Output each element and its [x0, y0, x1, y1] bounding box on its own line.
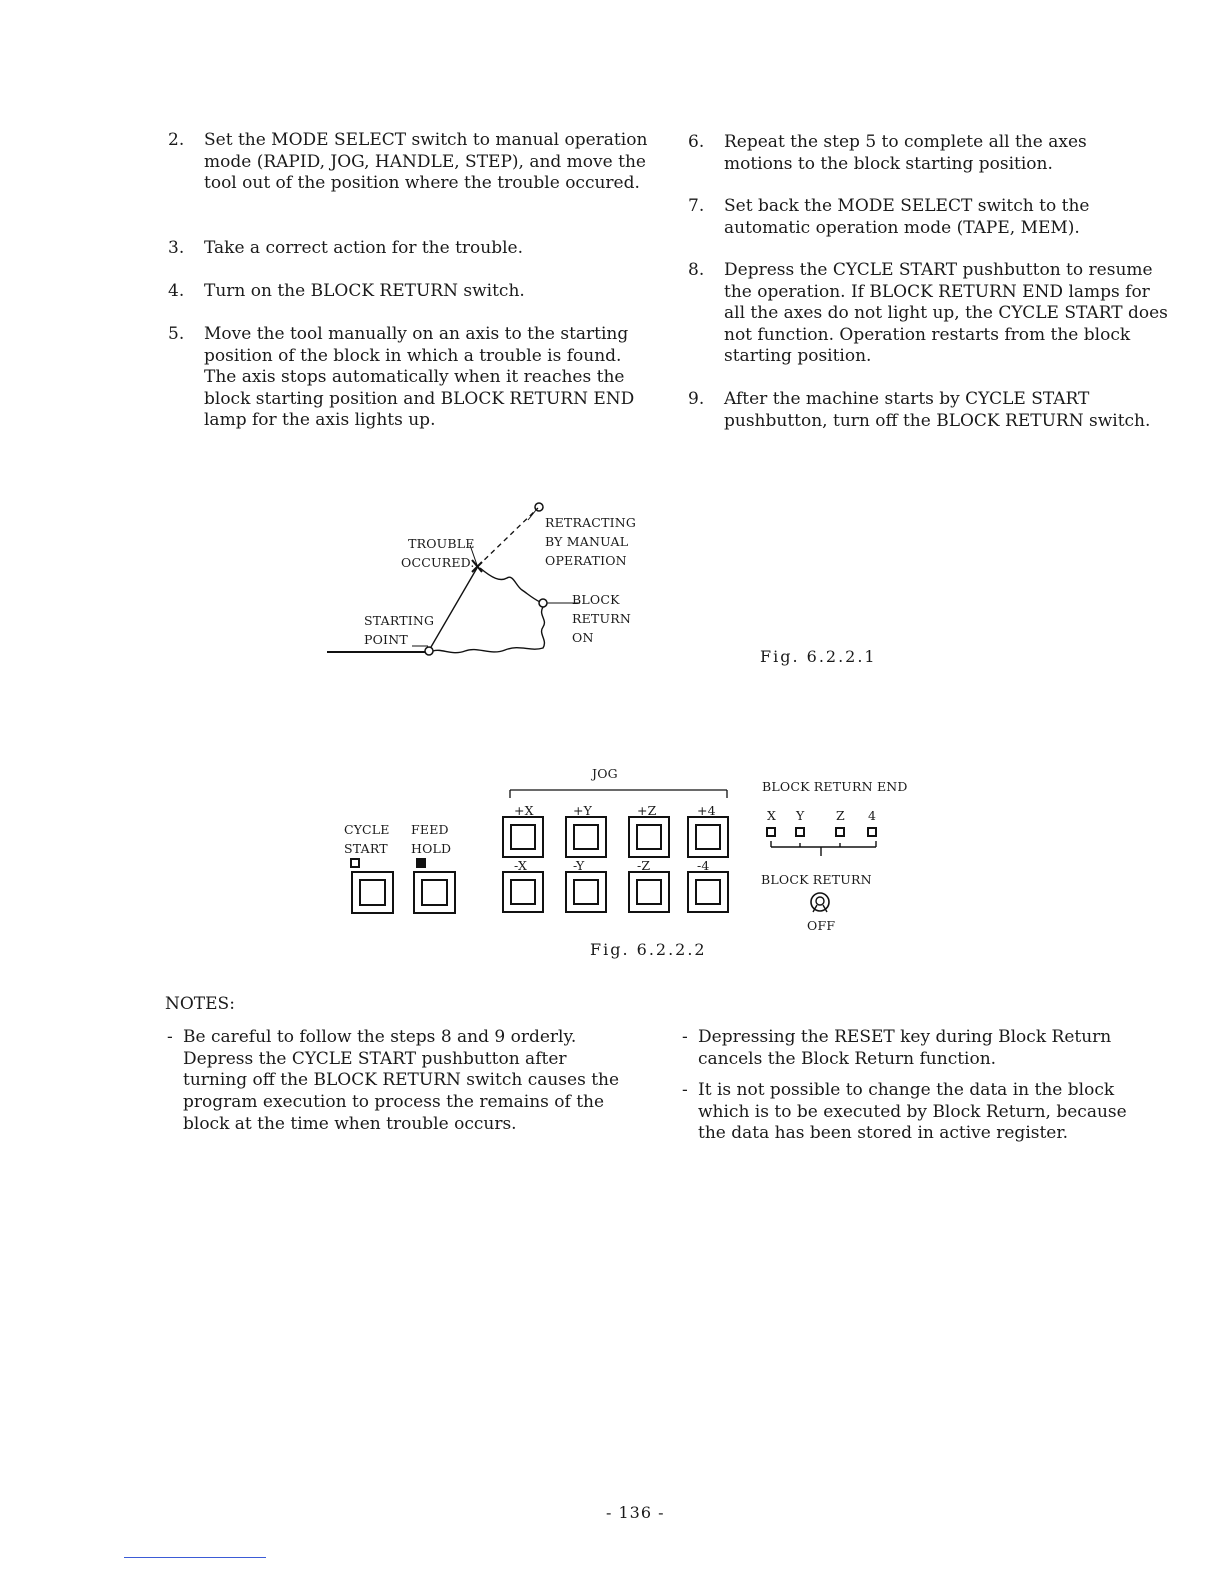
block-return-end-lamps	[767, 828, 876, 856]
starting-point-label: STARTING POINT	[364, 613, 435, 647]
note-bullet: -	[167, 1027, 173, 1047]
step-number: 4.	[168, 281, 185, 301]
axis-4-label: 4	[868, 808, 877, 823]
cycle-start-label: CYCLE START	[344, 822, 390, 856]
block-return-switch-label: BLOCK RETURN	[761, 872, 872, 887]
step-text: Depress the CYCLE START pushbutton to resume the operation. If BLOCK RETURN END lamps for all the axes do not light up, the CYCLE START does not function. Operation restarts from the block starting position.	[724, 260, 1168, 366]
cycle-start-button[interactable]	[352, 872, 393, 913]
step-number: 6.	[688, 132, 705, 152]
jog-plus-y-label: +Y	[573, 803, 593, 818]
jog-minus-x-label: -X	[514, 858, 528, 873]
jog-plus-y-button[interactable]	[566, 817, 606, 857]
block-return-on-label: BLOCK RETURN ON	[572, 592, 631, 645]
jog-plus-4-button[interactable]	[688, 817, 728, 857]
step-number: 7.	[688, 196, 705, 216]
feed-hold-lamp-icon	[417, 859, 425, 867]
note-text: Be careful to follow the steps 8 and 9 orderly. Depress the CYCLE START pushbutton after turning off the BLOCK RETURN switch causes the program execution to process the remains of the block at the time when trouble occurs.	[183, 1027, 620, 1134]
notes-title: NOTES:	[165, 994, 235, 1014]
retracting-label: RETRACTING BY MANUAL OPERATION	[545, 515, 637, 568]
note-bullet: -	[682, 1080, 688, 1100]
jog-minus-4-label: -4	[697, 858, 710, 873]
feed-hold-button[interactable]	[414, 872, 455, 913]
step-text: Repeat the step 5 to complete all the axes motions to the block starting position.	[724, 132, 1087, 174]
step-number: 3.	[168, 238, 185, 258]
note-bullet: -	[682, 1027, 688, 1047]
jog-label: JOG	[592, 766, 618, 781]
trouble-occured-label: TROUBLE OCCURED.	[401, 536, 475, 570]
page-number: - 136 -	[606, 1503, 665, 1522]
jog-plus-z-button[interactable]	[629, 817, 669, 857]
axis-x-label: X	[767, 808, 777, 823]
axis-z-label: Z	[836, 808, 845, 823]
note-text: It is not possible to change the data in the block which is to be executed by Block Return, because the data has been stored in active register.	[698, 1080, 1127, 1144]
step-text: Set back the MODE SELECT switch to the automatic operation mode (TAPE, MEM).	[724, 196, 1090, 238]
jog-plus-4-label: +4	[697, 803, 716, 818]
jog-minus-z-label: -Z	[637, 858, 651, 873]
step-number: 9.	[688, 389, 705, 409]
jog-minus-y-label: -Y	[573, 858, 585, 873]
jog-minus-y-button[interactable]	[566, 872, 606, 912]
step-text: Take a correct action for the trouble.	[204, 238, 524, 258]
cycle-start-lamp-icon	[351, 859, 359, 867]
off-label: OFF	[807, 918, 836, 933]
figure-2-caption: Fig. 6.2.2.2	[590, 940, 707, 959]
scan-divider	[124, 1557, 266, 1558]
step-number: 8.	[688, 260, 705, 280]
step-text: Set the MODE SELECT switch to manual operation mode (RAPID, JOG, HANDLE, STEP), and move the tool out of the position where the trouble occured.	[204, 130, 648, 193]
block-return-switch-icon[interactable]	[811, 893, 829, 912]
step-number: 2.	[168, 130, 185, 150]
axis-y-label: Y	[796, 808, 805, 823]
feed-hold-label: FEED HOLD	[411, 822, 452, 856]
step-text: Turn on the BLOCK RETURN switch.	[204, 281, 525, 301]
jog-minus-4-button[interactable]	[688, 872, 728, 912]
jog-plus-z-label: +Z	[637, 803, 657, 818]
jog-plus-x-button[interactable]	[503, 817, 543, 857]
step-text: After the machine starts by CYCLE START pushbutton, turn off the BLOCK RETURN switch.	[724, 389, 1151, 431]
jog-plus-x-label: +X	[514, 803, 534, 818]
step-number: 5.	[168, 324, 185, 344]
jog-minus-z-button[interactable]	[629, 872, 669, 912]
note-text: Depressing the RESET key during Block Return cancels the Block Return function.	[698, 1027, 1112, 1069]
block-return-end-label: BLOCK RETURN END	[762, 779, 908, 794]
figure-1-caption: Fig. 6.2.2.1	[760, 647, 877, 666]
jog-minus-x-button[interactable]	[503, 872, 543, 912]
step-text: Move the tool manually on an axis to the starting position of the block in which a trouble is found. The axis stops automatically when it reaches the block starting position and BLOCK RETURN END lamp for the axis lights up.	[204, 324, 635, 430]
